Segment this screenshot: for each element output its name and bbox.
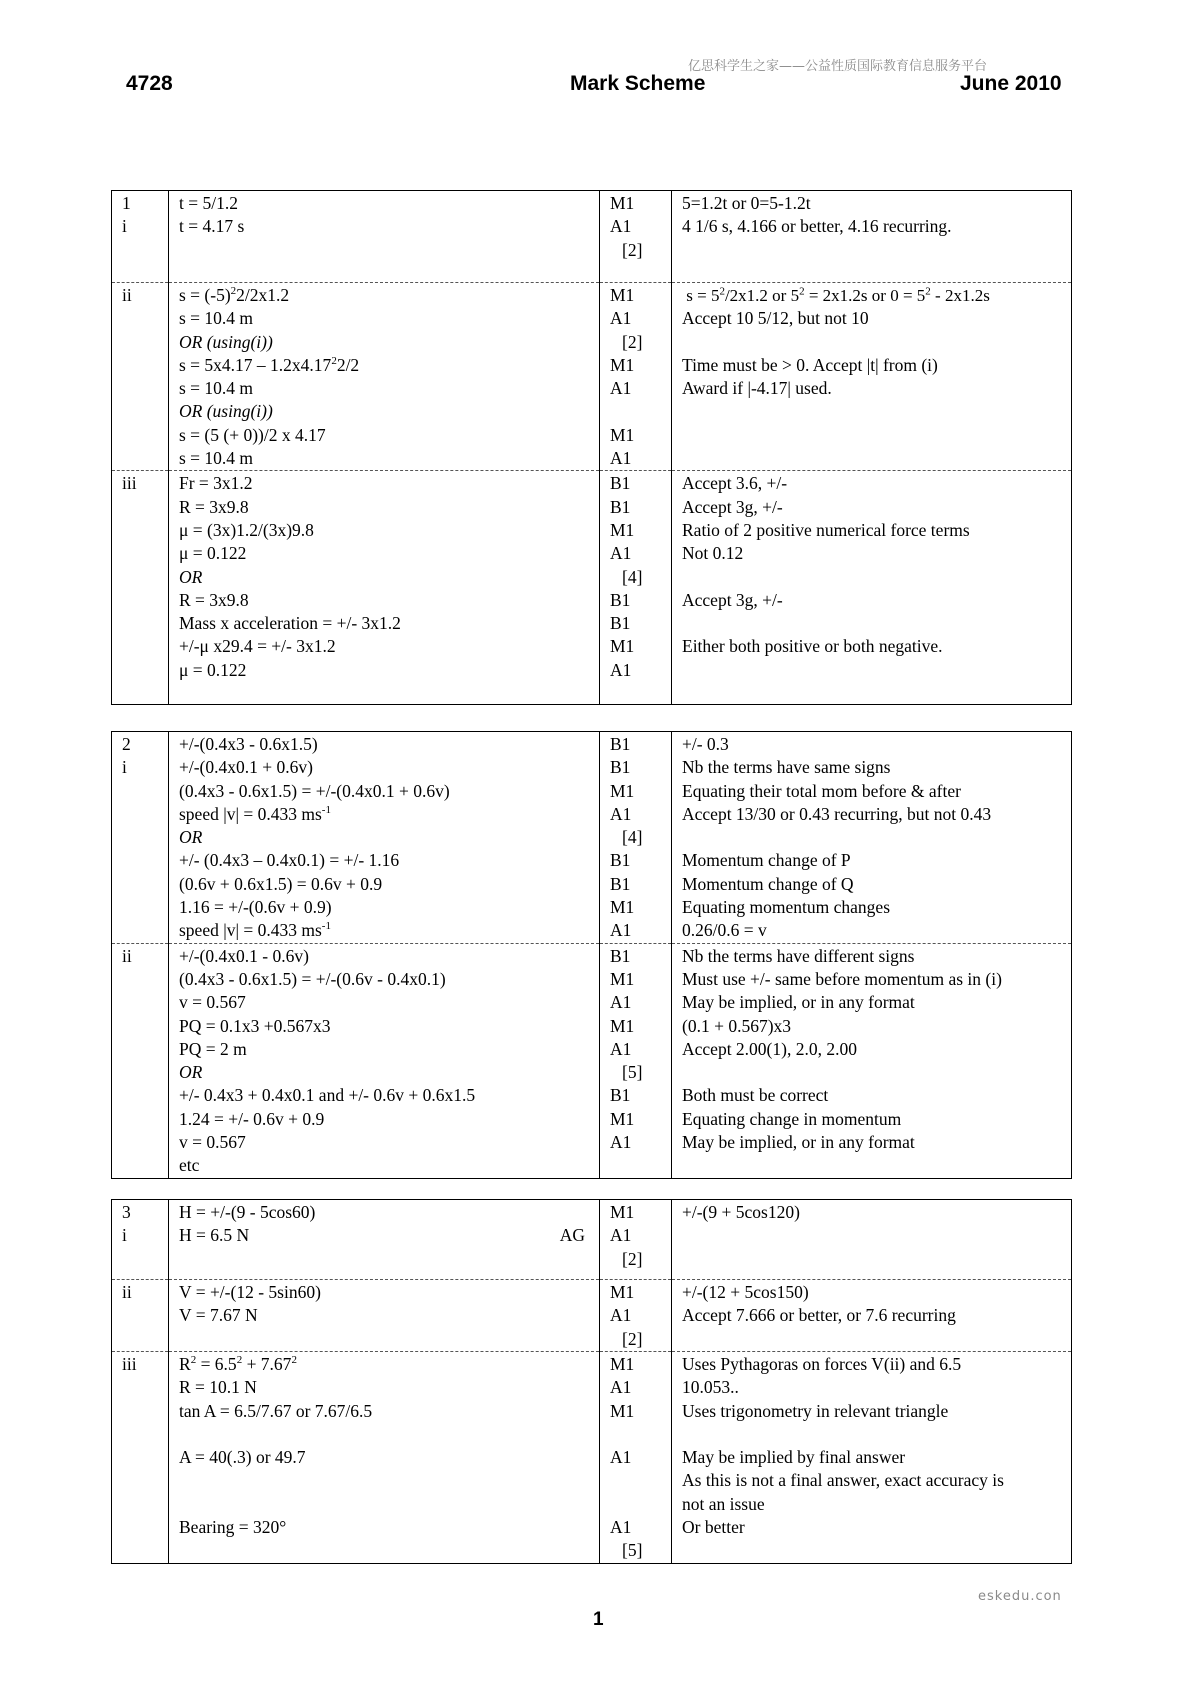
guidance-note: Ratio of 2 positive numerical force terms bbox=[682, 519, 970, 540]
mark: A1 bbox=[610, 448, 632, 469]
part-label: ii bbox=[122, 285, 132, 305]
guidance-cell bbox=[672, 732, 1072, 944]
answer-line: v = 0.567 bbox=[179, 1132, 246, 1153]
mark: B1 bbox=[610, 613, 631, 634]
answer-line: 1.16 = +/-(0.6v + 0.9) bbox=[179, 897, 332, 918]
guidance-cell bbox=[672, 471, 1072, 705]
guidance-note: Either both positive or both negative. bbox=[682, 636, 943, 657]
part-label: iii bbox=[122, 473, 137, 494]
mark: A1 bbox=[610, 803, 632, 824]
answer-line: $s = (-5)^22/2x1.2$ bbox=[179, 285, 290, 305]
answer-line: +/-μ x29.4 = +/- 3x1.2 bbox=[179, 636, 336, 657]
part-label: ii bbox=[122, 1282, 132, 1302]
part-label: i bbox=[122, 216, 127, 237]
guidance-note: Award if |-4.17| used. bbox=[682, 378, 832, 399]
q1-part-i bbox=[112, 191, 1072, 283]
q3-part-iii bbox=[112, 1352, 1072, 1564]
mark: A1 bbox=[610, 543, 632, 564]
q1-part-iii bbox=[112, 471, 1072, 705]
guidance-note: (0.1 + 0.567)x3 bbox=[682, 1015, 792, 1036]
mark-total: [4] bbox=[622, 827, 643, 848]
mark: M1 bbox=[610, 1015, 635, 1036]
guidance-note: Or better bbox=[682, 1517, 745, 1538]
guidance-note: Uses Pythagoras on forces V(ii) and 6.5 bbox=[682, 1354, 962, 1374]
guidance-note: +/- 0.3 bbox=[682, 734, 729, 754]
mark: A1 bbox=[610, 1305, 632, 1326]
answer-line: PQ = 0.1x3 +0.567x3 bbox=[179, 1015, 331, 1036]
mark: A1 bbox=[610, 1517, 632, 1538]
part-label-cell bbox=[112, 1280, 169, 1352]
marks-cell bbox=[600, 471, 672, 705]
answer-line: +/-(0.4x0.1 + 0.6v) bbox=[179, 757, 313, 778]
answer-line bbox=[179, 919, 599, 942]
guidance-note: Accept 13/30 or 0.43 recurring, but not 0.43 bbox=[682, 803, 992, 824]
answer-line: etc bbox=[179, 1155, 200, 1176]
answer-fragment: 2/2 bbox=[336, 354, 360, 375]
guidance-note: $s = 5^2/2x1.2$ or $5^2 = 2x1.2s$ or $0 = 5^2 - 2x1.2s$ bbox=[682, 285, 990, 305]
guidance-note bbox=[682, 1061, 1071, 1084]
answer-line: t = 4.17 s bbox=[179, 216, 245, 237]
method-alternative: OR (using(i)) bbox=[179, 331, 273, 352]
answer-cell bbox=[169, 732, 600, 944]
question-number: 3 bbox=[122, 1202, 131, 1222]
marks-cell bbox=[600, 732, 672, 944]
answer-line: $R^2 = 6.5^2 + 7.67^2$ bbox=[179, 1354, 297, 1374]
mark: A1 bbox=[610, 992, 632, 1013]
note-fragment: - 2x1.2s bbox=[930, 286, 990, 305]
mark: B1 bbox=[610, 589, 631, 610]
footer-watermark: eskedu.con bbox=[978, 1589, 1062, 1604]
q2-part-i bbox=[112, 732, 1072, 944]
answer-fragment: H = 6.5 N bbox=[179, 1225, 250, 1246]
answer-line: μ = 0.122 bbox=[179, 543, 247, 564]
mark: M1 bbox=[610, 968, 635, 989]
guidance-note: Accept 3g, +/- bbox=[682, 589, 783, 610]
answer-line: μ = (3x)1.2/(3x)9.8 bbox=[179, 519, 314, 540]
answer-line bbox=[179, 803, 599, 826]
mark: B1 bbox=[610, 734, 631, 754]
mark: M1 bbox=[610, 519, 635, 540]
mark: B1 bbox=[610, 757, 631, 778]
method-alternative: OR bbox=[179, 1062, 203, 1083]
mark: M1 bbox=[610, 354, 635, 375]
answer-line: tan A = 6.5/7.67 or 7.67/6.5 bbox=[179, 1400, 373, 1421]
mark-total: [5] bbox=[622, 1540, 643, 1561]
guidance-note: 10.053.. bbox=[682, 1377, 739, 1398]
mark-total: [4] bbox=[622, 566, 643, 587]
answer-line: 1.24 = +/- 0.6v + 0.9 bbox=[179, 1108, 325, 1129]
mark bbox=[610, 1493, 671, 1516]
guidance-cell bbox=[672, 1200, 1072, 1280]
answer-line bbox=[179, 1469, 599, 1492]
answer-cell bbox=[169, 1352, 600, 1564]
q3-part-ii bbox=[112, 1280, 1072, 1352]
guidance-note: not an issue bbox=[682, 1493, 765, 1514]
document-title: Mark Scheme bbox=[570, 72, 706, 95]
answer-line: Mass x acceleration = +/- 3x1.2 bbox=[179, 613, 401, 634]
part-label: i bbox=[122, 1225, 127, 1246]
mark: A1 bbox=[610, 1132, 632, 1153]
question-3-table bbox=[111, 1199, 1072, 1564]
guidance-note: As this is not a final answer, exact accuracy is bbox=[682, 1470, 1004, 1491]
guidance-note: Uses trigonometry in relevant triangle bbox=[682, 1400, 949, 1421]
note-fragment: = 2x1.2s or 0 = 5 bbox=[804, 286, 926, 305]
guidance-note: Equating momentum changes bbox=[682, 897, 891, 918]
guidance-note: +/-(9 + 5cos120) bbox=[682, 1202, 800, 1222]
answer-line: +/- 0.4x3 + 0.4x0.1 and +/- 0.6v + 0.6x1.5 bbox=[179, 1085, 476, 1106]
session-date: June 2010 bbox=[960, 72, 1062, 95]
guidance-note: 5=1.2t or 0=5-1.2t bbox=[682, 193, 811, 213]
guidance-note: Accept 2.00(1), 2.0, 2.00 bbox=[682, 1038, 857, 1059]
part-label-cell bbox=[112, 1352, 169, 1564]
answer-line: H = +/-(9 - 5cos60) bbox=[179, 1202, 316, 1222]
guidance-note: Nb the terms have different signs bbox=[682, 945, 915, 966]
mark: M1 bbox=[610, 1108, 635, 1129]
guidance-note bbox=[682, 566, 1071, 589]
answer-line: μ = 0.122 bbox=[179, 659, 247, 680]
mark-total: [2] bbox=[622, 1328, 643, 1349]
mark: A1 bbox=[610, 308, 632, 329]
answer-fragment: speed |v| = 0.433 ms bbox=[179, 803, 322, 824]
answer-line: PQ = 2 m bbox=[179, 1038, 247, 1059]
answer-line bbox=[179, 1224, 599, 1247]
question-1-table bbox=[111, 190, 1072, 705]
answer-line: (0.4x3 - 0.6x1.5) = +/-(0.4x0.1 + 0.6v) bbox=[179, 780, 450, 801]
answer-line: (0.4x3 - 0.6x1.5) = +/-(0.6v - 0.4x0.1) bbox=[179, 968, 446, 989]
watermark-text: 亿思科学生之家——公益性质国际教育信息服务平台 bbox=[688, 59, 988, 74]
paper-code: 4728 bbox=[126, 72, 173, 95]
answer-line: +/-(0.4x0.1 - 0.6v) bbox=[179, 945, 309, 966]
marks-cell bbox=[600, 943, 672, 1178]
mark: A1 bbox=[610, 1038, 632, 1059]
unit-exponent: -1 bbox=[321, 804, 331, 817]
answer-line: s = (5 (+ 0))/2 x 4.17 bbox=[179, 424, 326, 445]
guidance-note bbox=[682, 612, 1071, 635]
mark: A1 bbox=[610, 659, 632, 680]
mark: M1 bbox=[610, 1400, 635, 1421]
answer-line: R = 10.1 N bbox=[179, 1377, 257, 1398]
method-alternative: OR bbox=[179, 827, 203, 848]
q3-part-i bbox=[112, 1200, 1072, 1280]
mark: M1 bbox=[610, 1354, 635, 1374]
mark: B1 bbox=[610, 873, 631, 894]
question-2-table bbox=[111, 731, 1072, 1179]
answer-fragment: 2/2x1.2 bbox=[236, 285, 290, 305]
mark: A1 bbox=[610, 1377, 632, 1398]
answer-given-marker: AG bbox=[559, 1225, 585, 1246]
guidance-cell bbox=[672, 283, 1072, 471]
answer-line: A = 40(.3) or 49.7 bbox=[179, 1447, 306, 1468]
answer-line bbox=[179, 1423, 599, 1446]
guidance-note: May be implied, or in any format bbox=[682, 992, 915, 1013]
q2-part-ii bbox=[112, 943, 1072, 1178]
guidance-note: Not 0.12 bbox=[682, 543, 744, 564]
marks-cell bbox=[600, 1200, 672, 1280]
mark bbox=[610, 1469, 671, 1492]
answer-line: R = 3x9.8 bbox=[179, 496, 249, 517]
guidance-note: Equating change in momentum bbox=[682, 1108, 902, 1129]
part-label-cell bbox=[112, 471, 169, 705]
guidance-note: Equating their total mom before & after bbox=[682, 780, 961, 801]
answer-line: V = +/-(12 - 5sin60) bbox=[179, 1282, 321, 1302]
mark: B1 bbox=[610, 1085, 631, 1106]
mark: M1 bbox=[610, 1282, 635, 1302]
answer-line: +/- (0.4x3 – 0.4x0.1) = +/- 1.16 bbox=[179, 850, 400, 871]
guidance-cell bbox=[672, 943, 1072, 1178]
mark: M1 bbox=[610, 193, 635, 213]
answer-cell bbox=[169, 283, 600, 471]
answer-cell bbox=[169, 1280, 600, 1352]
answer-cell bbox=[169, 943, 600, 1178]
guidance-note: Must use +/- same before momentum as in (i) bbox=[682, 968, 1002, 989]
method-alternative: OR bbox=[179, 566, 203, 587]
mark bbox=[610, 400, 671, 423]
guidance-note: Accept 3g, +/- bbox=[682, 496, 783, 517]
answer-cell bbox=[169, 1200, 600, 1280]
mark: A1 bbox=[610, 920, 632, 941]
answer-line: (0.6v + 0.6x1.5) = 0.6v + 0.9 bbox=[179, 873, 383, 894]
guidance-note: Momentum change of P bbox=[682, 850, 851, 871]
mark: A1 bbox=[610, 1447, 632, 1468]
guidance-note: 4 1/6 s, 4.166 or better, 4.16 recurring. bbox=[682, 216, 952, 237]
part-label: ii bbox=[122, 945, 132, 966]
answer-line: Bearing = 320° bbox=[179, 1517, 287, 1538]
guidance-note: Accept 3.6, +/- bbox=[682, 473, 788, 494]
mark: A1 bbox=[610, 378, 632, 399]
guidance-note: Nb the terms have same signs bbox=[682, 757, 891, 778]
question-number: 2 bbox=[122, 734, 131, 754]
mark: M1 bbox=[610, 780, 635, 801]
guidance-cell bbox=[672, 1352, 1072, 1564]
mark-total: [2] bbox=[622, 331, 643, 352]
question-number-cell bbox=[112, 191, 169, 283]
guidance-note: +/-(12 + 5cos150) bbox=[682, 1282, 809, 1302]
marks-cell bbox=[600, 283, 672, 471]
question-number-cell bbox=[112, 732, 169, 944]
answer-line: s = 10.4 m bbox=[179, 448, 254, 469]
guidance-note-spacer bbox=[682, 331, 1071, 354]
mark: B1 bbox=[610, 473, 631, 494]
mark-total: [2] bbox=[622, 239, 643, 260]
guidance-note: May be implied by final answer bbox=[682, 1447, 906, 1468]
question-number: 1 bbox=[122, 193, 131, 213]
answer-line: R = 3x9.8 bbox=[179, 589, 249, 610]
guidance-cell bbox=[672, 191, 1072, 283]
page-number: 1 bbox=[593, 1609, 604, 1630]
guidance-note: Accept 10 5/12, but not 10 bbox=[682, 308, 869, 329]
method-alternative: OR (using(i)) bbox=[179, 401, 273, 422]
part-label-cell bbox=[112, 943, 169, 1178]
answer-line bbox=[179, 1493, 599, 1516]
q1-part-ii bbox=[112, 283, 1072, 471]
answer-line: t = 5/1.2 bbox=[179, 193, 238, 213]
mark: B1 bbox=[610, 496, 631, 517]
mark: A1 bbox=[610, 1225, 632, 1246]
answer-line: +/-(0.4x3 - 0.6x1.5) bbox=[179, 734, 318, 754]
unit-exponent: -1 bbox=[321, 920, 331, 933]
guidance-note bbox=[682, 826, 1071, 849]
guidance-note: 0.26/0.6 = v bbox=[682, 920, 767, 941]
marks-cell bbox=[600, 1280, 672, 1352]
answer-line: v = 0.567 bbox=[179, 992, 246, 1013]
mark-total: [5] bbox=[622, 1062, 643, 1083]
guidance-note: Momentum change of Q bbox=[682, 873, 854, 894]
mark: M1 bbox=[610, 1202, 635, 1222]
guidance-note: May be implied, or in any format bbox=[682, 1132, 915, 1153]
answer-line: V = 7.67 N bbox=[179, 1305, 258, 1326]
mark-total: [2] bbox=[622, 1248, 643, 1269]
mark: M1 bbox=[610, 897, 635, 918]
answer-cell bbox=[169, 191, 600, 283]
answer-line: s = 10.4 m bbox=[179, 308, 254, 329]
guidance-note: Time must be > 0. Accept |t| from (i) bbox=[682, 354, 938, 375]
guidance-note: Both must be correct bbox=[682, 1085, 829, 1106]
mark: A1 bbox=[610, 216, 632, 237]
answer-line: s = 10.4 m bbox=[179, 378, 254, 399]
mark bbox=[610, 1423, 671, 1446]
part-label: i bbox=[122, 757, 127, 778]
guidance-note: Accept 7.666 or better, or 7.6 recurring bbox=[682, 1305, 956, 1326]
mark: M1 bbox=[610, 636, 635, 657]
part-label: iii bbox=[122, 1354, 137, 1374]
question-number-cell bbox=[112, 1200, 169, 1280]
answer-cell bbox=[169, 471, 600, 705]
mark: B1 bbox=[610, 850, 631, 871]
note-fragment: /2x1.2 or 5 bbox=[724, 286, 800, 305]
mark: M1 bbox=[610, 424, 635, 445]
mark: B1 bbox=[610, 945, 631, 966]
mark: M1 bbox=[610, 285, 635, 305]
answer-line: Fr = 3x1.2 bbox=[179, 473, 253, 494]
answer-line: s = 5x4.17 – 1.2x4.17$^2$2/2 bbox=[179, 354, 360, 375]
answer-fragment: speed |v| = 0.433 ms bbox=[179, 920, 322, 941]
marks-cell bbox=[600, 191, 672, 283]
marks-cell bbox=[600, 1352, 672, 1564]
part-label-cell bbox=[112, 283, 169, 471]
guidance-note bbox=[682, 1423, 1071, 1446]
answer-fragment: s = 5x4.17 – 1.2x4.17 bbox=[179, 354, 332, 375]
guidance-cell bbox=[672, 1280, 1072, 1352]
